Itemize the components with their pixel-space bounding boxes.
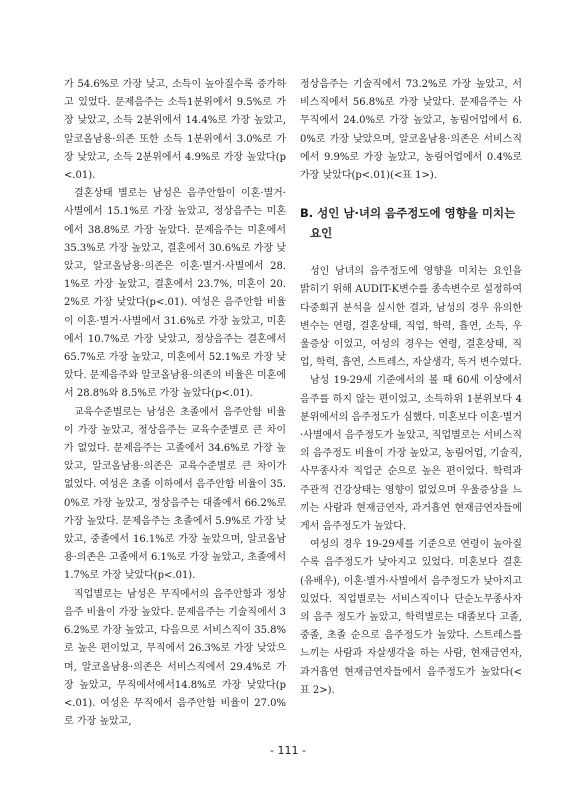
body-paragraph: 결혼상태 별로는 남성은 음주안함이 이혼·별거·사별에서 15.1%로 가장 높았고, 정상음주는 미혼에서 38.8%로 가장 높았다. 문제음주는 미혼에서 35.3%로 가장 높았고, 결혼에서 30.6%로 가장 낮았고, 알코올남용·의존은 이혼·별거·사별에서 28.1%로 가장 높았고, 결혼에서 23.7%, 미혼이 20.2%로 가장 낮았다(p<.01). 여성은 음주안함 비율이 이혼·별거·사별에서 31.6%로 가장 높았고, 미혼에서 10.7%로 가장 낮았고, 정상음주는 결혼에서 65.7%로 가장 높았고, 미혼에서 52.1%로 가장 낮았다. 문제음주와 알코올남용·의존의 비율은 미혼에서 28.8%와 8.5%로 가장 높았다(p<.01). — [64, 188, 286, 400]
body-paragraph: 남성 19-29세 기준에서의 볼 때 60세 이상에서 음주를 하지 않는 편이었고, 소득하위 1분위보다 4분위에서의 음주정도가 심했다. 미혼보다 이혼·별거·사별에서 음주정도가 높았고, 직업별로는 서비스직의 음주정도 비율이 가장 높았고, 농림어업, 기술직, 사무종사자 직업군 순으로 높은 편이었다. 학력과 주관적 건강상태는 영향이 없었으며 우울증상을 느끼는 사람과 현재금연자, 과거흡연 현재금연자들에게서 음주정도가 높았다. — [300, 375, 522, 533]
body-paragraph: 가 54.6%로 가장 낮고, 소득이 높아질수록 증가하고 있었다. 문제음주는 소득1분위에서 9.5%로 가장 낮았고, 소득 2분위에서 14.4%로 가장 높았고, 알코올남용·의존 또한 소득 1분위에서 3.0%로 가장 낮았고, 소득 2분위에서 4.9%로 가장 높았다(p<.01). — [64, 79, 286, 182]
left-column — [64, 76, 286, 731]
right-column — [300, 76, 522, 700]
section-heading: B. 성인 남·녀의 음주정도에 영향을 미치는 요인 — [300, 206, 516, 241]
body-paragraph: 정상음주는 기술직에서 73.2%로 가장 높았고, 서비스직에서 56.8%로 가장 낮았다. 문제음주는 사무직에서 24.0%로 가장 높았고, 농림어업에서 6.0%로 가장 낮았으며, 알코올남용·의존은 서비스직에서 9.9%로 가장 높았고, 농림어업에서 0.4%로 가장 낮았다(p<.01)(<표 1>). — [300, 79, 522, 182]
body-paragraph: 직업별로는 남성은 무직에서의 음주안함과 정상음주 비율이 가장 높았다. 문제음주는 기술직에서 36.2%로 가장 높았고, 다음으로 서비스직이 35.8%로 높은 편이었고, 무직에서 26.3%로 가장 낮았으며, 알코올남용·의존은 서비스직에서 29.4%로 가장 높았고, 무직에서에서14.8%로 가장 낮았다(p<.01). 여성은 무직에서 음주안함 비율이 27.0%로 가장 높았고, — [64, 588, 286, 728]
page-number: - 111 - — [270, 744, 306, 757]
body-paragraph: 여성의 경우 19-29세를 기준으로 연령이 높아질수록 음주정도가 낮아지고 있었다. 미혼보다 결혼(유배우), 이혼·별거·사별에서 음주정도가 낮아지고 있었다. 직업별로는 서비스직이나 단순노무종사자의 음주 정도가 높았고, 학력별로는 대졸보다 고졸, 중졸, 초졸 순으로 음주정도가 높았다. 스트레스를 느끼는 사람과 자살생각을 하는 사람, 현재금연자, 과거흡연 현재금연자들에서 음주정도가 높았다(<표 2>). — [300, 539, 522, 696]
body-paragraph: 교육수준별로는 남성은 초졸에서 음주안함 비율이 가장 높았고, 정상음주는 교육수준별로 큰 차이가 없었다. 문제음주는 고졸에서 34.6%로 가장 높았고, 알코올남용·의존은 교육수준별로 큰 차이가 없었다. 여성은 초졸 이하에서 음주안함 비율이 35.0%로 가장 높았고, 정상음주는 대졸에서 66.2%로 가장 높았다. 문제음주는 초졸에서 5.9%로 가장 낮았고, 중졸에서 16.1%로 가장 높았으며, 알코올남용·의존은 고졸에서 6.1%로 가장 높았고, 초졸에서 1.7%로 가장 낮았다(p<.01). — [64, 406, 286, 582]
body-paragraph: 성인 남녀의 음주정도에 영향을 미치는 요인을 밝히기 위해 AUDIT-K변수를 종속변수로 설정하여 다중회귀 분석을 실시한 결과, 남성의 경우 유의한 변수는 연령, 결혼상태, 직업, 학력, 흡연, 소득, 우울증상 이었고, 여성의 경우는 연령, 결혼상태, 직업, 학력, 흡연, 스트레스, 자살생각, 독거 변수였다. — [300, 266, 522, 369]
